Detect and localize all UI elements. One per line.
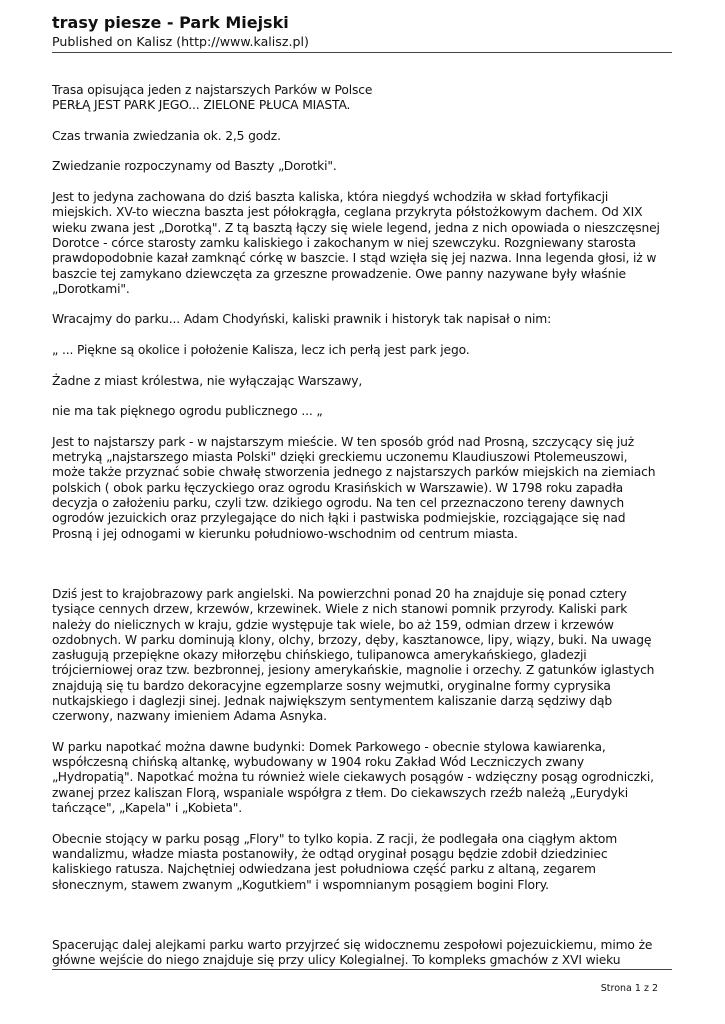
paragraph-jesuit-complex: Spacerując dalej alejkami parku warto przyjrzeć się widocznemu zespołowi pojezuickiemu, mimo że główne wejście do niego znajduje się przy ulicy Kolegialnej. To kompleks gmachów z XVI wieku [52, 937, 653, 968]
quote-line-3: nie ma tak pięknego ogrodu publicznego ... „ [52, 404, 323, 419]
quote-line-1: „ ... Piękne są okolice i położenie Kalisza, lecz ich perłą jest park jego. [52, 343, 470, 358]
quote-line-2: Żadne z miast królestwa, nie wyłączając Warszawy, [52, 373, 363, 388]
paragraph-start: Zwiedzanie rozpoczynamy od Baszty „Dorotki". [52, 159, 337, 174]
article-body [52, 83, 672, 984]
document-header [52, 13, 672, 50]
paragraph-oldest-park: Jest to najstarszy park - w najstarszym mieście. W ten sposób gród nad Prosną, szczycący się już metryką „najstarszego miasta Polski" dzięki greckiemu uczonemu Klaudiuszowi Ptolemeuszowi, może także przyznać sobie chwałę stworzenia jednego z najstarszych parków miejskich na ziemiach polskich ( obok parku łęczyckiego oraz ogrodu Krasińskich w Warszawie). W 1798 roku zapadła decyzja o założeniu parku, czyli tzw. dzikiego ogrodu. Na ten cel przeznaczono tereny dawnych ogrodów jezuickich oraz przylegające do nich łąki i pastwiska podmiejskie, rozciągające się nad Prosną i jej odnogami w kierunku południowo-wschodnim od centrum miasta. [52, 434, 656, 541]
footer-divider [52, 969, 672, 970]
paragraph-flora: Obecnie stojący w parku posąg „Flory" to tylko kopia. Z racji, że podlegała ona ciągłym aktom wandalizmu, władze miasta postanowiły, że odtąd oryginał posągu będzie zdobił dziedziniec kaliskiego ratusza. Najchętniej odwiedzana jest południowa część parku z altaną, zegarem słonecznym, stawem zwanym „Kogutkiem" i wspomnianym posągiem bogini Flory. [52, 831, 618, 892]
paragraph-intro: Trasa opisująca jeden z najstarszych Parków w Polsce PERŁĄ JEST PARK JEGO... ZIELONE PŁUCA MIASTA. [52, 83, 373, 113]
paragraph-chodynski: Wracajmy do parku... Adam Chodyński, kaliski prawnik i historyk tak napisał o nim: [52, 312, 552, 327]
page-title: trasy piesze - Park Miejski [52, 13, 289, 32]
page-number: Strona 1 z 2 [600, 983, 658, 994]
paragraph-buildings: W parku napotkać można dawne budynki: Domek Parkowego - obecnie stylowa kawiarenka, współczesną chińską altankę, wybudowany w 1904 roku Zakład Wód Leczniczych zwany „Hydropatią". Napotkać można tu również wiele ciekawych posągów - wdzięczny posąg ogrodniczki, zwanej przez kaliszan Florą, wspaniale współgra z tłem. Do ciekawszych rzeźb należą „Eurydyki tańczące", „Kapela" i „Kobieta". [52, 739, 654, 816]
paragraph-english-park: Dziś jest to krajobrazowy park angielski. Na powierzchni ponad 20 ha znajduje się ponad cztery tysiące cennych drzew, krzewów, krzewinek. Wiele z nich stanowi pomnik przyrody. Kaliski park należy do nielicznych w kraju, gdzie występuje tak wiele, bo aż 159, odmian drzew i krzewów ozdobnych. W parku dominują klony, olchy, brzozy, dęby, kasztanowce, lipy, wiązy, buki. Na uwagę zasługują przepiękne okazy miłorzębu chińskiego, tulipanowca amerykańskiego, gladezji trójcierniowej oraz tzw. bezbronnej, jesiony amerykańskie, magnolie i orzechy. Z gatunków iglastych znajdują się tu bardzo dekoracyjne egzemplarze sosny wejmutki, oryginalne formy cyprysika nutkajskiego i daglezji sinej. Jednak największym sentymentem kaliszanie darzą sędziwy dąb czerwony, nazwany imieniem Adama Asnyka. [52, 586, 655, 724]
header-divider [52, 52, 672, 53]
published-on-line: Published on Kalisz (http://www.kalisz.pl) [52, 34, 309, 49]
paragraph-baszta: Jest to jedyna zachowana do dziś baszta kaliska, która niegdyś wchodziła w skład fortyfikacji miejskich. XV-to wieczna baszta jest półokrągła, ceglana przykryta półstożkowym dachem. Od XIX wieku zwana jest „Dorotką". Z tą basztą łączy się wiele legend, jedna z nich opowiada o nieszczęsnej Dorotce - córce starosty zamku kaliskiego i zakochanym w niej szewczyku. Rozgniewany starosta prawdopodobnie kazał zamknąć córkę w baszcie. I stąd wzięła się jej nazwa. Inna legenda głosi, iż w baszcie tej zamykano dziewczęta za grzeszne prowadzenie. Owe panny nazywane były właśnie „Dorotkami". [52, 190, 660, 296]
paragraph-duration: Czas trwania zwiedzania ok. 2,5 godz. [52, 128, 281, 143]
